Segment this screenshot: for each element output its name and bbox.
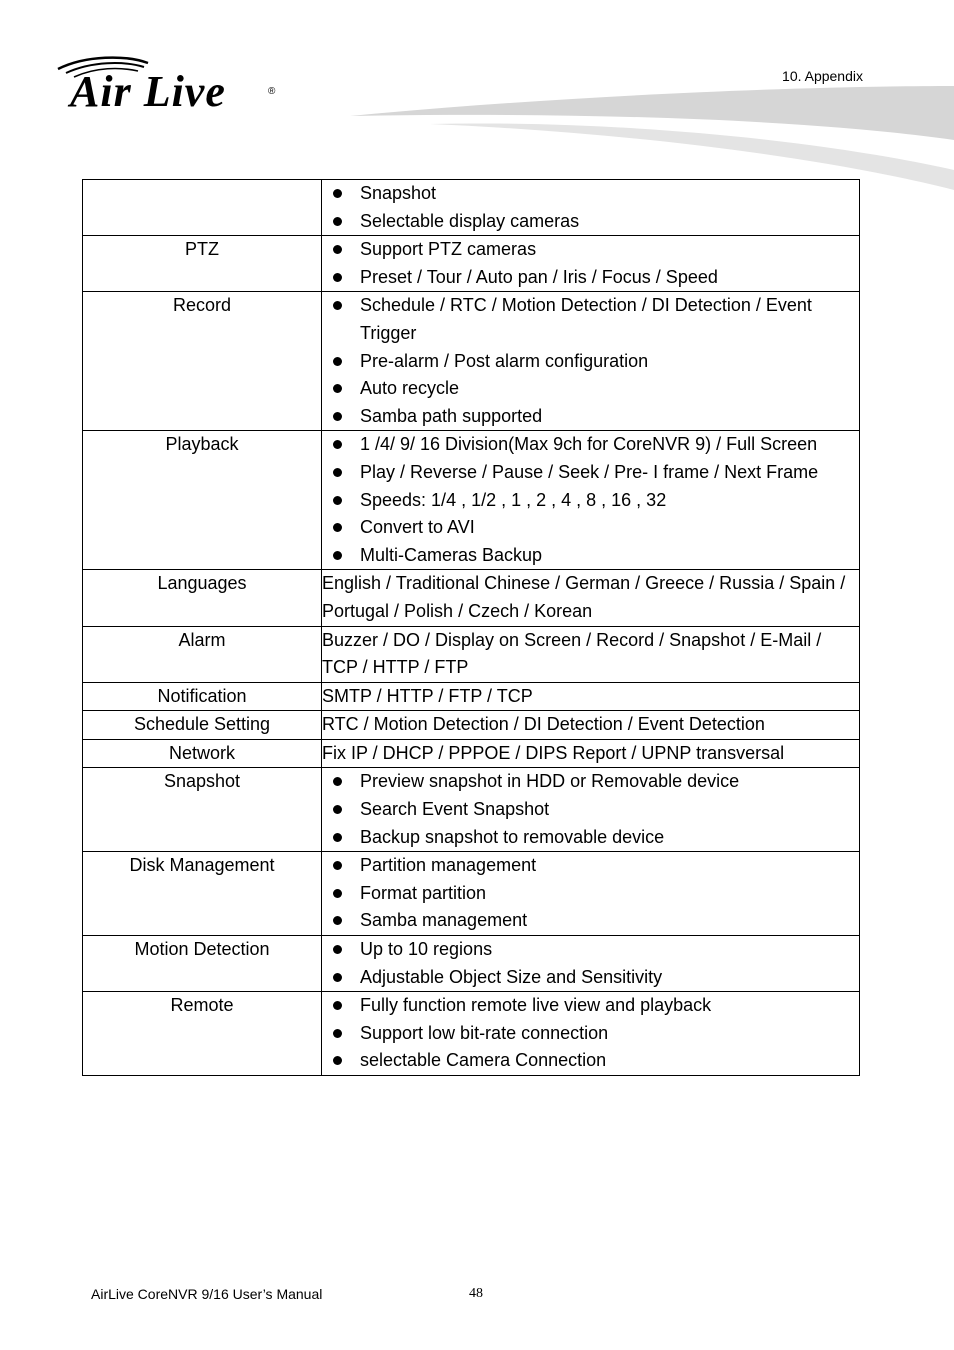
detail-cell: English / Traditional Chinese / German / Greece / Russia / Spain / Portugal / Polish / Czech / Korean [322, 570, 860, 626]
list-item: Snapshot [322, 180, 859, 208]
list-item: Partition management [322, 852, 859, 880]
bullet-list [322, 180, 859, 235]
bullet-list [322, 768, 859, 851]
list-item: Adjustable Object Size and Sensitivity [322, 964, 859, 992]
list-item: Backup snapshot to removable device [322, 824, 859, 852]
feature-cell: Playback [83, 431, 322, 570]
list-item: Preview snapshot in HDD or Removable device [322, 768, 859, 796]
table-row [83, 852, 860, 936]
feature-cell: Alarm [83, 626, 322, 682]
table-row [83, 739, 860, 768]
list-item: Schedule / RTC / Motion Detection / DI Detection / Event Trigger [322, 292, 859, 347]
list-item: Play / Reverse / Pause / Seek / Pre- I frame / Next Frame [322, 459, 859, 487]
bullet-list [322, 852, 859, 935]
table-row [83, 570, 860, 626]
table-row [83, 292, 860, 431]
table-row [83, 682, 860, 711]
table-row [83, 992, 860, 1076]
list-item: Preset / Tour / Auto pan / Iris / Focus / Speed [322, 264, 859, 292]
table-row [83, 936, 860, 992]
list-item: Search Event Snapshot [322, 796, 859, 824]
registered-mark-icon: ® [268, 86, 276, 97]
detail-cell [322, 180, 860, 236]
table-row [83, 768, 860, 852]
feature-cell: Snapshot [83, 768, 322, 852]
list-item: Selectable display cameras [322, 208, 859, 236]
detail-cell [322, 431, 860, 570]
list-item: Multi-Cameras Backup [322, 542, 859, 570]
detail-cell [322, 852, 860, 936]
section-label: 10. Appendix [782, 68, 863, 84]
bullet-list [322, 431, 859, 569]
list-item: Samba path supported [322, 403, 859, 431]
list-item: 1 /4/ 9/ 16 Division(Max 9ch for CoreNVR 9) / Full Screen [322, 431, 859, 459]
list-item: selectable Camera Connection [322, 1047, 859, 1075]
detail-cell [322, 292, 860, 431]
feature-cell: PTZ [83, 236, 322, 292]
list-item: Support low bit-rate connection [322, 1020, 859, 1048]
detail-cell [322, 936, 860, 992]
list-item: Convert to AVI [322, 514, 859, 542]
table-row [83, 711, 860, 740]
list-item: Auto recycle [322, 375, 859, 403]
list-item: Up to 10 regions [322, 936, 859, 964]
list-item: Support PTZ cameras [322, 236, 859, 264]
detail-cell: RTC / Motion Detection / DI Detection / Event Detection [322, 711, 860, 740]
list-item: Samba management [322, 907, 859, 935]
list-item: Format partition [322, 880, 859, 908]
feature-cell: Network [83, 739, 322, 768]
detail-cell: Buzzer / DO / Display on Screen / Record / Snapshot / E-Mail / TCP / HTTP / FTP [322, 626, 860, 682]
feature-cell: Disk Management [83, 852, 322, 936]
feature-cell: Motion Detection [83, 936, 322, 992]
bullet-list [322, 992, 859, 1075]
detail-cell: SMTP / HTTP / FTP / TCP [322, 682, 860, 711]
detail-cell: Fix IP / DHCP / PPPOE / DIPS Report / UPNP transversal [322, 739, 860, 768]
table-row [83, 180, 860, 236]
bullet-list [322, 236, 859, 291]
feature-cell: Schedule Setting [83, 711, 322, 740]
detail-cell [322, 992, 860, 1076]
feature-cell: Notification [83, 682, 322, 711]
airlive-logo: Air Live [70, 67, 226, 116]
table-row [83, 431, 860, 570]
feature-cell [83, 180, 322, 236]
feature-cell: Record [83, 292, 322, 431]
table-row [83, 236, 860, 292]
bullet-list [322, 292, 859, 430]
list-item: Pre-alarm / Post alarm configuration [322, 348, 859, 376]
list-item: Speeds: 1/4 , 1/2 , 1 , 2 , 4 , 8 , 16 , 32 [322, 487, 859, 515]
detail-cell [322, 236, 860, 292]
feature-cell: Remote [83, 992, 322, 1076]
list-item: Fully function remote live view and playback [322, 992, 859, 1020]
feature-cell: Languages [83, 570, 322, 626]
bullet-list [322, 936, 859, 991]
detail-cell [322, 768, 860, 852]
manual-title: AirLive CoreNVR 9/16 User’s Manual [91, 1286, 323, 1302]
table-row [83, 626, 860, 682]
page-number: 48 [469, 1286, 483, 1301]
spec-table [82, 179, 860, 1076]
